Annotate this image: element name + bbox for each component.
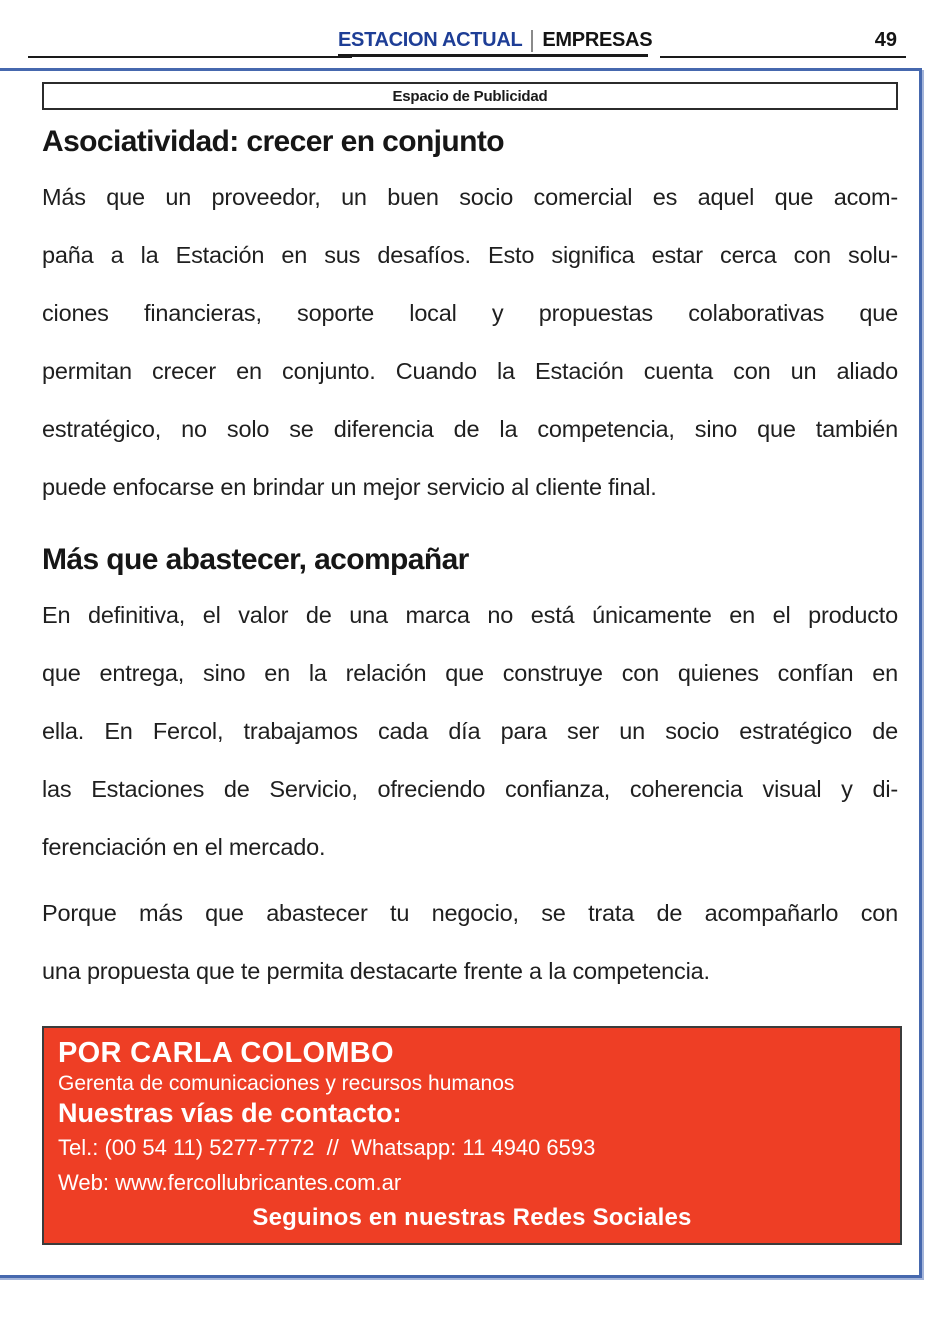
article-text-line: puede enfocarse en brindar un mejor servicio al cliente final.	[42, 474, 657, 500]
contact-phone-line: Tel.: (00 54 11) 5277-7772 // Whatsapp: 11 4940 6593	[58, 1135, 596, 1160]
article-heading: Asociatividad: crecer en conjunto	[42, 125, 504, 158]
contact-web-line: Web: www.fercollubricantes.com.ar	[58, 1170, 402, 1195]
ad-placeholder-box	[42, 82, 898, 110]
article-text-line: En definitiva, el valor de una marca no está únicamente en el producto	[42, 602, 898, 628]
article-text-line: Porque más que abastecer tu negocio, se trata de acompañarlo con	[42, 900, 898, 926]
contact-box	[42, 1026, 902, 1245]
contact-social-line: Seguinos en nuestras Redes Sociales	[252, 1204, 692, 1231]
article-heading: Más que abastecer, acompañar	[42, 543, 469, 576]
article-paragraph	[42, 884, 898, 1000]
header-rule-center	[338, 54, 648, 57]
ad-placeholder-label: Espacio de Publicidad	[392, 87, 548, 105]
contact-author: POR CARLA COLOMBO	[58, 1037, 394, 1069]
header-brand: ESTACION ACTUAL	[338, 29, 523, 51]
article-text-line: estratégico, no solo se diferencia de la competencia, sino que también	[42, 416, 898, 442]
article-text-line: paña a la Estación en sus desafíos. Esto significa estar cerca con solu-	[42, 242, 898, 268]
page-number: 49	[874, 29, 897, 51]
header-rule-right	[660, 56, 906, 58]
contact-author-role: Gerenta de comunicaciones y recursos humanos	[58, 1072, 515, 1095]
article-paragraph	[42, 586, 898, 876]
header-section: EMPRESAS	[542, 29, 653, 51]
contact-section-heading: Nuestras vías de contacto:	[58, 1098, 402, 1128]
article-text-line: una propuesta que te permita destacarte frente a la competencia.	[42, 958, 710, 984]
article-paragraph	[42, 168, 898, 516]
article-body	[42, 125, 898, 1000]
article-text-line: ciones financieras, soporte local y propuestas colaborativas que	[42, 300, 898, 326]
article-text-line: ferenciación en el mercado.	[42, 834, 326, 860]
article-text-line: ella. En Fercol, trabajamos cada día para ser un socio estratégico de	[42, 718, 898, 744]
header-rule-left	[28, 56, 352, 58]
content-frame	[0, 68, 922, 1278]
article-text-line: permitan crecer en conjunto. Cuando la Estación cuenta con un aliado	[42, 358, 898, 384]
article-text-line: Más que un proveedor, un buen socio comercial es aquel que acom-	[42, 184, 898, 210]
article-text-line: que entrega, sino en la relación que construye con quienes confían en	[42, 660, 898, 686]
article-text-line: las Estaciones de Servicio, ofreciendo confianza, coherencia visual y di-	[42, 776, 898, 802]
